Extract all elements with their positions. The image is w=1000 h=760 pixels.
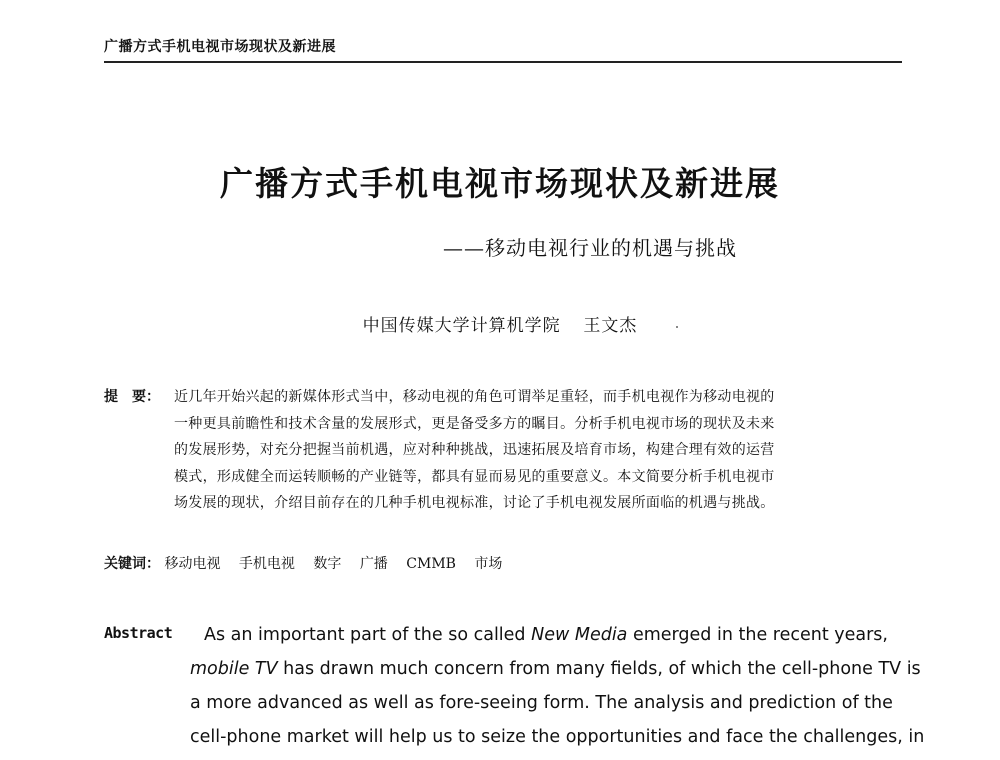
chinese-abstract-line: 模式，形成健全而运转顺畅的产业链等，都具有显而易见的重要意义。本文简要分析手机电视市 <box>174 468 775 485</box>
keyword: 市场 <box>474 556 503 572</box>
english-abstract-line: As an important part of the so called New Media emerged in the recent years, <box>204 625 888 645</box>
english-abstract-label: Abstract <box>104 624 173 642</box>
keyword: 数字 <box>313 556 342 572</box>
chinese-abstract-line: 场发展的现状，介绍目前存在的几种手机电视标准，讨论了手机电视发展所面临的机遇与挑战。 <box>174 495 775 511</box>
author-line <box>0 313 1000 339</box>
scan-speck <box>676 326 678 328</box>
english-abstract-line: mobile TV has drawn much concern from many fields, of which the cell-phone TV is <box>190 659 921 679</box>
author-name: 王文杰 <box>583 316 638 336</box>
keyword: 移动电视 <box>164 556 221 572</box>
chinese-abstract-line: 一种更具前瞻性和技术含量的发展形式，更是备受多方的瞩目。分析手机电视市场的现状及未来 <box>174 415 775 432</box>
chinese-abstract-body <box>174 384 902 517</box>
chinese-abstract-line: 近几年开始兴起的新媒体形式当中，移动电视的角色可谓举足重轻，而手机电视作为移动电视的 <box>174 389 775 405</box>
keyword: CMMB <box>406 556 456 572</box>
keyword: 手机电视 <box>238 556 295 572</box>
keywords-label: 关键词： <box>104 556 160 572</box>
english-abstract-body <box>190 618 925 754</box>
chinese-abstract-line: 的发展形势，对充分把握当前机遇，应对种种挑战，迅速拓展及培育市场，构建合理有效的运营 <box>174 442 775 458</box>
chinese-abstract-label: 提 要： <box>104 389 160 405</box>
english-abstract-line: cell-phone market will help us to seize the opportunities and face the challenges, in <box>190 727 925 747</box>
running-header-title: 广播方式手机电视市场现状及新进展 <box>104 39 336 55</box>
running-header <box>104 36 902 63</box>
paper-subtitle: ——移动电视行业的机遇与挑战 <box>443 236 737 260</box>
keywords <box>104 552 904 576</box>
keyword: 广播 <box>359 556 388 572</box>
english-abstract-line: a more advanced as well as fore-seeing form. The analysis and prediction of the <box>190 693 893 713</box>
author-affiliation: 中国传媒大学计算机学院 <box>362 316 561 336</box>
paper-title: 广播方式手机电视市场现状及新进展 <box>220 164 780 203</box>
